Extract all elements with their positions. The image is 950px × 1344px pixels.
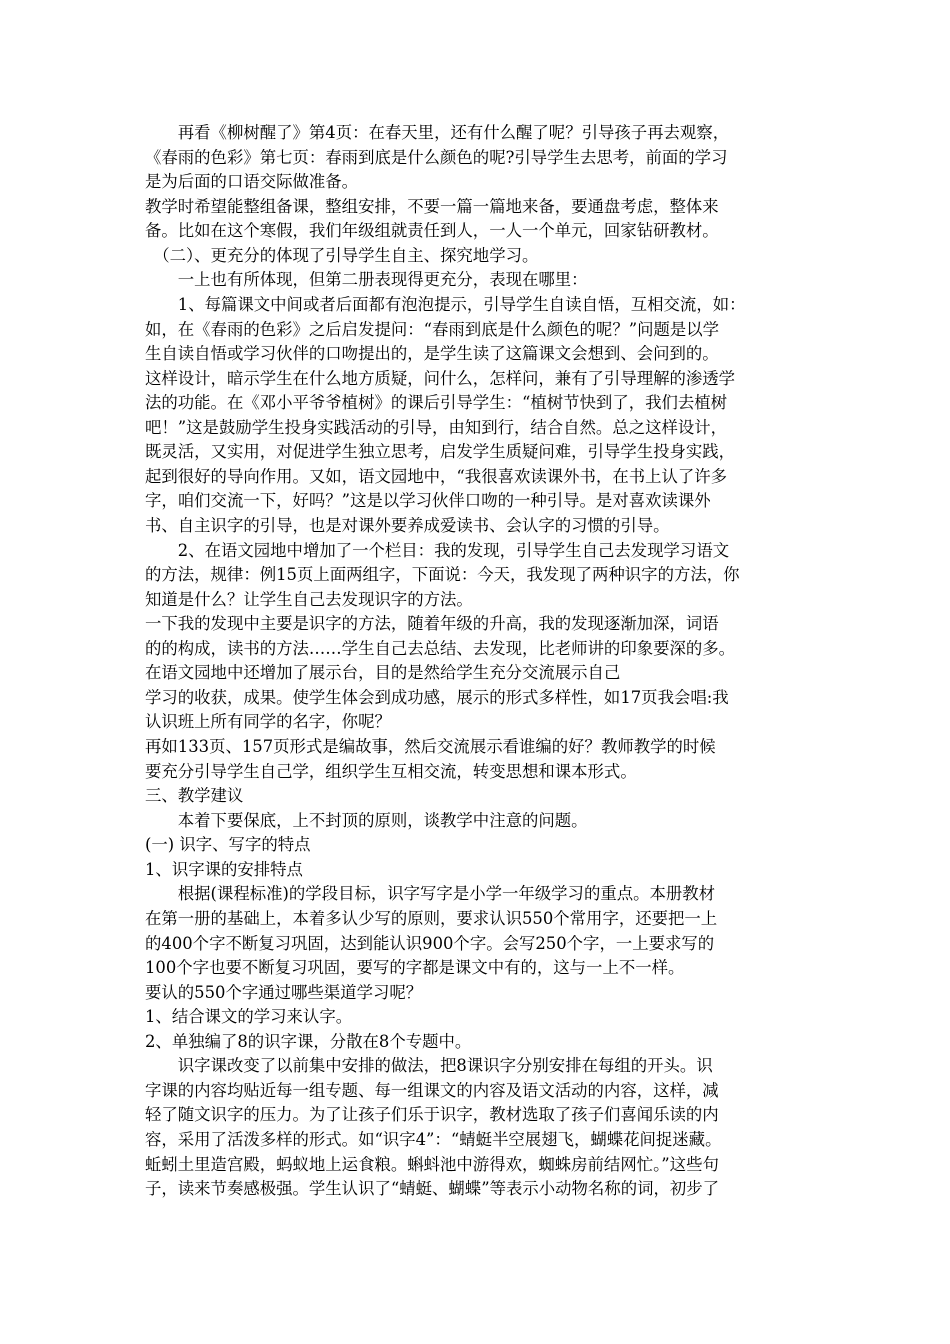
text-line: (一) 识字、写字的特点	[145, 835, 311, 855]
text-line: 法的功能。在《邓小平爷爷植树》的课后引导学生：“植树节快到了，我们去植树	[145, 393, 728, 413]
text-line: 如，在《春雨的色彩》之后启发提问：“春雨到底是什么颜色的呢？”问题是以学	[145, 319, 720, 339]
text-line: 识字课改变了以前集中安排的做法，把8课识字分别安排在每组的开头。识	[145, 1056, 713, 1076]
text-line: 在语文园地中还增加了展示台，目的是然给学生充分交流展示自己	[145, 663, 621, 683]
text-line: 字课的内容均贴近每一组专题、每一组课文的内容及语文活动的内容，这样，减	[145, 1080, 719, 1100]
text-line: 这样设计，暗示学生在什么地方质疑，问什么，怎样问，兼有了引导理解的渗透学	[145, 368, 736, 388]
text-line: 备。比如在这个寒假，我们年级组就责任到人，一人一个单元，回家钻研教材。	[145, 221, 719, 241]
text-line: 的方法，规律：例15页上面两组字，下面说：今天，我发现了两种识字的方法，你	[145, 565, 740, 585]
text-line: 要认的550个字通过哪些渠道学习呢？	[145, 982, 423, 1002]
text-line: 轻了随文识字的压力。为了让孩子们乐于识字，教材选取了孩子们喜闻乐读的内	[145, 1105, 719, 1125]
text-line: 再如133页、157页形式是编故事，然后交流展示看谁编的好？教师教学的时候	[145, 737, 716, 756]
text-line: 吧！”这是鼓励学生投身实践活动的引导，由知到行，结合自然。总之这样设计，	[145, 417, 728, 437]
text-line: 在第一册的基础上，本着多认少写的原则，要求认识550个常用字，还要把一上	[145, 908, 718, 928]
text-line: 认识班上所有同学的名字，你呢？	[145, 712, 391, 732]
text-line: 起到很好的导向作用。又如，语文园地中，“我很喜欢读课外书，在书上认了许多	[145, 466, 728, 486]
text-line: 的400个字不断复习巩固，达到能认识900个字。会写250个字，一上要求写的	[145, 933, 715, 953]
text-line: 《春雨的色彩》第七页：春雨到底是什么颜色的呢?引导学生去思考，前面的学习	[145, 147, 728, 167]
text-line: 要充分引导学生自己学，组织学生互相交流，转变思想和课本形式。	[145, 761, 637, 781]
text-line: 知道是什么？让学生自己去发现识字的方法。	[145, 589, 473, 609]
text-line: 子，读来节奏感极强。学生认识了“蜻蜓、蝴蝶”等表示小动物名称的词，初步了	[145, 1179, 720, 1199]
text-line: 既灵活，又实用，对促进学生独立思考，启发学生质疑问难，引导学生投身实践，	[145, 442, 736, 462]
text-line: 书、自主识字的引导，也是对课外要养成爱读书、会认字的习惯的引导。	[145, 516, 670, 535]
text-line: 2、在语文园地中增加了一个栏目：我的发现，引导学生自己去发现学习语文	[145, 540, 730, 560]
text-line: 再看《柳树醒了》第4页：在春天里，还有什么醒了呢？引导孩子再去观察，	[145, 123, 730, 142]
text-line: 三、教学建议	[145, 786, 244, 806]
text-line: 是为后面的口语交际做准备。	[145, 172, 359, 192]
text-line: 学习的收获，成果。使学生体会到成功感，展示的形式多样性，如17页我会唱:我	[145, 687, 729, 707]
text-line: 100个字也要不断复习巩固，要写的字都是课文中有的，这与一上不一样。	[145, 958, 685, 977]
text-line: 蚯蚓土里造宫殿，蚂蚁地上运食粮。蝌蚪池中游得欢，蜘蛛房前结网忙。”这些句	[145, 1154, 719, 1174]
text-line: 2、单独编了8的识字课，分散在8个专题中。	[145, 1031, 472, 1051]
text-line: 1、每篇课文中间或者后面都有泡泡提示，引导学生自读自悟，互相交流，如：	[145, 294, 746, 314]
text-line: 一上也有所体现，但第二册表现得更充分，表现在哪里：	[145, 270, 588, 290]
text-line: 容，采用了活泼多样的形式。如“识字4”：“蜻蜓半空展翅飞，蝴蝶花间捉迷藏。	[145, 1130, 722, 1149]
text-line: 字，咱们交流一下，好吗？”这是以学习伙伴口吻的一种引导。是对喜欢读课外	[145, 491, 711, 511]
text-line: 1、识字课的安排特点	[145, 859, 303, 879]
text-line: 1、结合课文的学习来认字。	[145, 1007, 353, 1027]
text-line: （二）、更充分的体现了引导学生自主、探究地学习。	[145, 245, 539, 265]
text-line: 教学时希望能整组备课，整组安排，不要一篇一篇地来备，要通盘考虑，整体来	[145, 196, 719, 216]
text-line: 生自读自悟或学习伙伴的口吻提出的，是学生读了这篇课文会想到、会问到的。	[145, 344, 719, 363]
text-line: 的的构成，读书的方法……学生自己去总结、去发现，比老师讲的印象要深的多。	[145, 638, 736, 658]
text-line: 根据(课程标准)的学段目标，识字写字是小学一年级学习的重点。本册教材	[145, 884, 716, 904]
text-line: 本着下要保底，上不封顶的原则，谈教学中注意的问题。	[145, 810, 588, 830]
text-line: 一下我的发现中主要是识字的方法，随着年级的升高，我的发现逐渐加深，词语	[145, 614, 719, 634]
